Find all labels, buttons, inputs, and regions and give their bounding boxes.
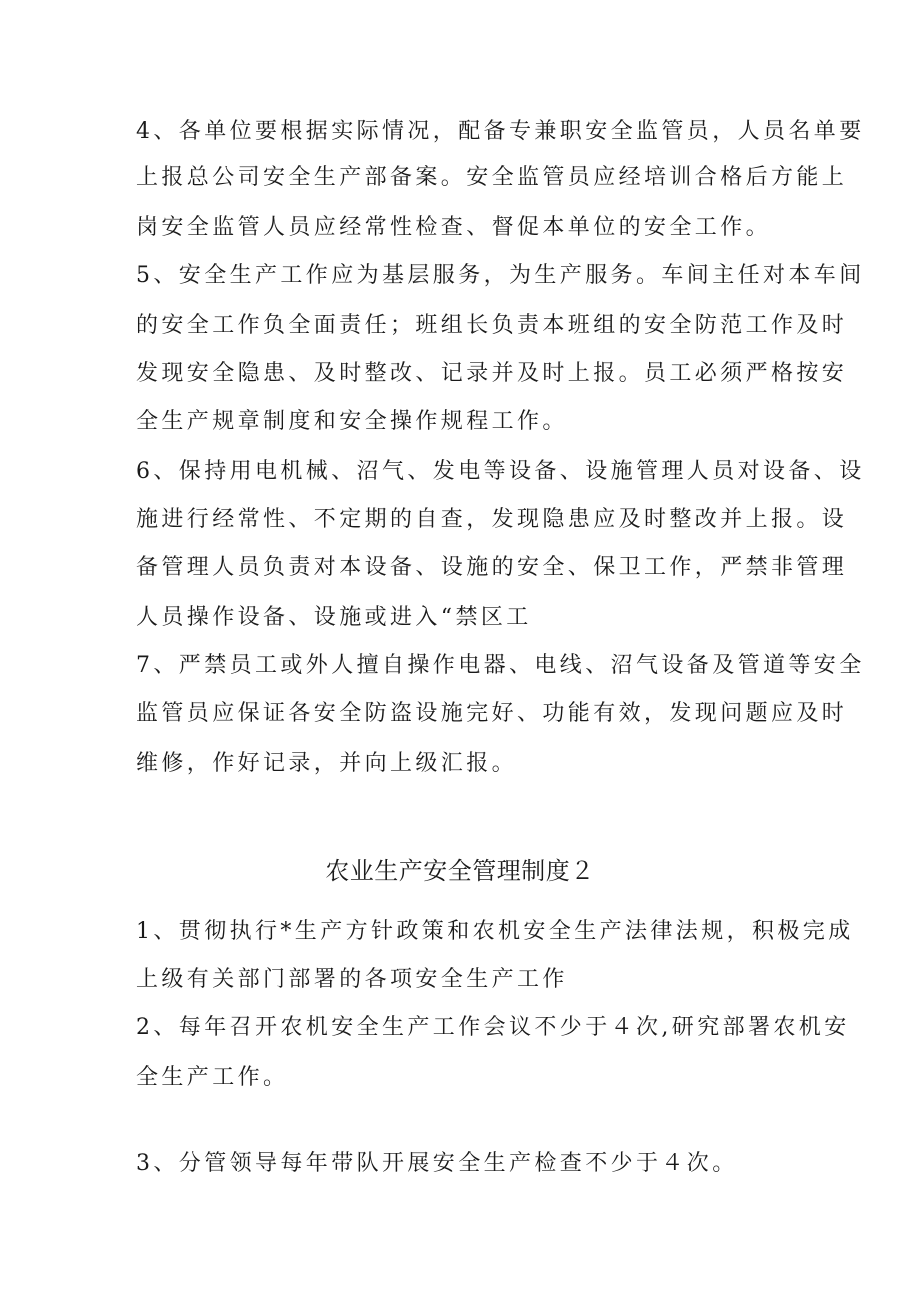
text-line: 上报总公司安全生产部备案。安全监管员应经培训合格后方能上 [136, 165, 848, 190]
text-line: 全生产工作。 [136, 1065, 289, 1090]
section-heading: 农业生产安全管理制度２ [325, 857, 595, 885]
text-line: 上级有关部门部署的各项安全生产工作 [136, 967, 568, 992]
text-line: 3、分管领导每年带队开展安全生产检查不少于４次。 [136, 1151, 738, 1176]
text-line: 维修，作好记录，并向上级汇报。 [136, 751, 518, 776]
text-line: 岗安全监管人员应经常性检查、督促本单位的安全工作。 [136, 215, 772, 240]
text-line: 备管理人员负责对本设备、设施的安全、保卫工作，严禁非管理 [136, 555, 848, 580]
text-line: 1、贯彻执行*生产方针政策和农机安全生产法律法规，积极完成 [136, 919, 854, 944]
text-line: 7、严禁员工或外人擅自操作电器、电线、沼气设备及管道等安全 [136, 653, 865, 678]
text-line: 4、各单位要根据实际情况，配备专兼职安全监管员，人员名单要 [136, 119, 865, 144]
text-line: 全生产规章制度和安全操作规程工作。 [136, 409, 568, 434]
text-line: 5、安全生产工作应为基层服务，为生产服务。车间主任对本车间 [136, 263, 865, 288]
text-line: 发现安全隐患、及时整改、记录并及时上报。员工必须严格按安 [136, 361, 848, 386]
text-line: 人员操作设备、设施或进入“禁区工 [136, 605, 532, 630]
text-line: 2、每年召开农机安全生产工作会议不少于４次,研究部署农机安 [136, 1015, 850, 1040]
text-line: 的安全工作负全面责任；班组长负责本班组的安全防范工作及时 [136, 313, 848, 338]
text-line: 施进行经常性、不定期的自查，发现隐患应及时整改并上报。设 [136, 507, 848, 532]
text-line: 监管员应保证各安全防盗设施完好、功能有效，发现问题应及时 [136, 701, 848, 726]
text-line: 6、保持用电机械、沼气、发电等设备、设施管理人员对设备、设 [136, 459, 865, 484]
